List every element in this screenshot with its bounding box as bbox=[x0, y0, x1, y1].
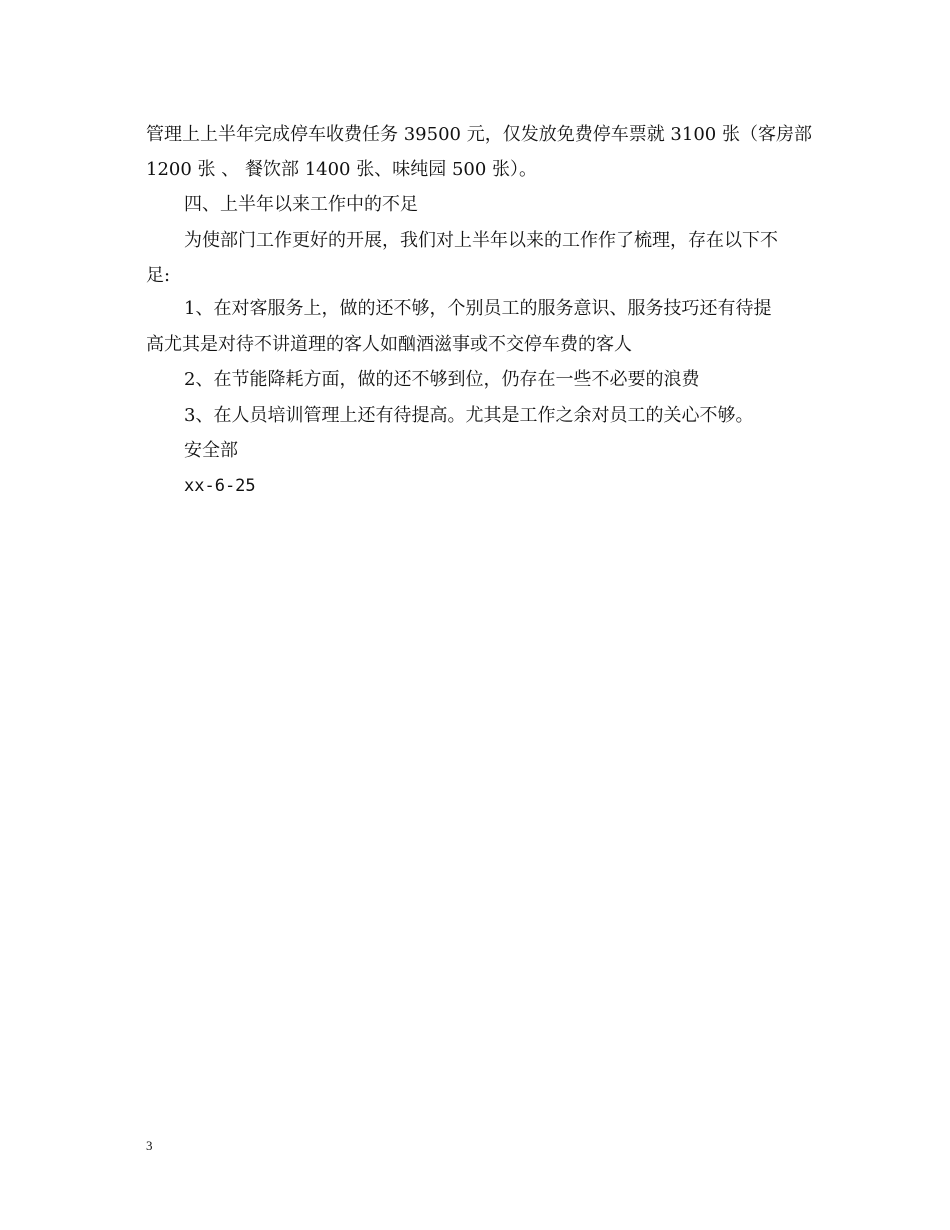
signature-date: xx-6-25 bbox=[184, 476, 256, 496]
paragraph-line: 管理上上半年完成停车收费任务 39500 元，仅发放免费停车票就 3100 张（客房部 bbox=[146, 124, 812, 145]
paragraph-line: 1200 张 、 餐饮部 1400 张、味纯园 500 张）。 bbox=[146, 159, 538, 180]
page-number: 3 bbox=[146, 1138, 153, 1153]
list-item: 2、在节能降耗方面，做的还不够到位，仍存在一些不必要的浪费 bbox=[184, 369, 700, 390]
paragraph-line: 足: bbox=[146, 265, 171, 286]
paragraph-line: 高尤其是对待不讲道理的客人如酗酒滋事或不交停车费的客人 bbox=[146, 334, 632, 355]
list-item: 3、在人员培训管理上还有待提高。尤其是工作之余对员工的关心不够。 bbox=[184, 405, 754, 426]
paragraph-line: 为使部门工作更好的开展，我们对上半年以来的工作作了梳理，存在以下不 bbox=[184, 230, 778, 251]
section-heading: 四、上半年以来工作中的不足 bbox=[184, 194, 418, 215]
signature-department: 安全部 bbox=[184, 440, 238, 461]
list-item: 1、在对客服务上，做的还不够，个别员工的服务意识、服务技巧还有待提 bbox=[184, 298, 772, 319]
